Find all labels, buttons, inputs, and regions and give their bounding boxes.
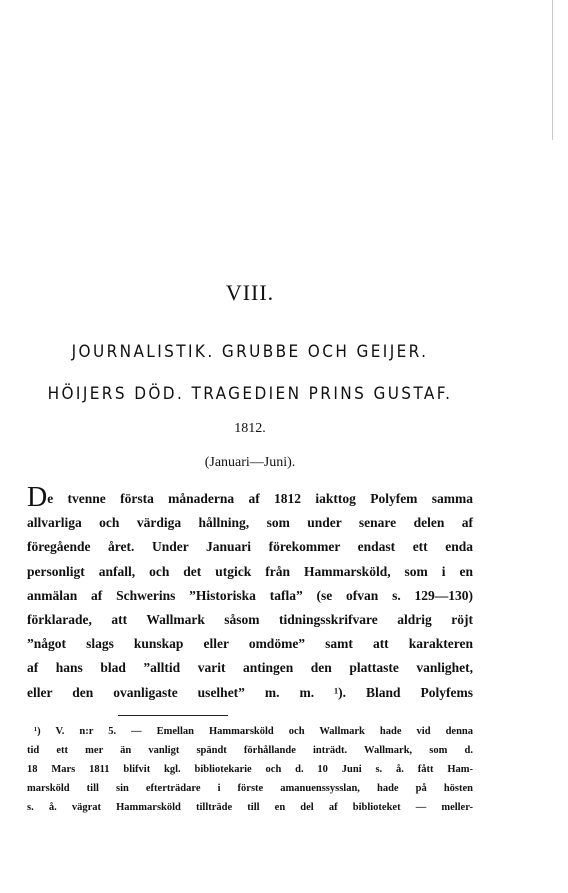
footnote-line-4: marsköld till sin efterträdare i förste amanuenssysslan, hade på hösten: [27, 783, 473, 794]
footnote-line-2: tid ett mer än vanligt spändt förhållande inträdt. Wallmark, som d.: [27, 745, 473, 756]
body-line-2: allvarliga och värdiga hållning, som under senare delen af: [27, 515, 473, 531]
body-line-1: [27, 482, 473, 513]
chapter-year: 1812.: [234, 421, 266, 436]
body-line-4: personligt anfall, och det utgick från Hammarsköld, som i en: [27, 563, 473, 579]
chapter-number: VIII.: [225, 280, 275, 305]
footnote-line-5: s. å. vägrat Hammarsköld tillträde till en del af biblioteket — meller-: [27, 802, 473, 813]
body-paragraph: [27, 482, 473, 705]
body-line-6: förklarade, att Wallmark såsom tidningsskrifvare aldrig röjt: [27, 611, 473, 627]
footnote-line-3: 18 Mars 1811 blifvit kgl. bibliotekarie och d. 10 Juni s. å. fått Ham-: [27, 764, 473, 775]
footnote-divider: [118, 715, 228, 716]
body-line-7: ”något slags kunskap eller omdöme” samt att karakteren: [27, 636, 473, 652]
body-line-5: anmälan af Schwerins ”Historiska tafla” (se ofvan s. 129—130): [27, 587, 473, 603]
chapter-period: (Januari—Juni).: [204, 455, 296, 470]
body-line-9: eller den ovanligaste uselhet” m. m. ¹). Bland Polyfems: [27, 684, 473, 700]
body-line-text: e tvenne första månaderna af 1812 iakttog Polyfem samma: [47, 491, 473, 506]
chapter-title-line-1: JOURNALISTIK. GRUBBE OCH GEIJER.: [71, 342, 429, 362]
footnote-line-1: ¹) V. n:r 5. — Emellan Hammarsköld och Wallmark hade vid denna: [34, 726, 473, 737]
body-line-8: af hans blad ”alltid varit antingen den plattaste vanlighet,: [27, 660, 473, 676]
chapter-title-line-2: HÖIJERS DÖD. TRAGEDIEN PRINS GUSTAF.: [47, 384, 453, 404]
body-line-3: föregående året. Under Januari förekommer endast ett enda: [27, 539, 473, 555]
footnote: [27, 722, 473, 817]
page-edge-line: [552, 0, 553, 140]
drop-cap: D: [27, 482, 48, 513]
